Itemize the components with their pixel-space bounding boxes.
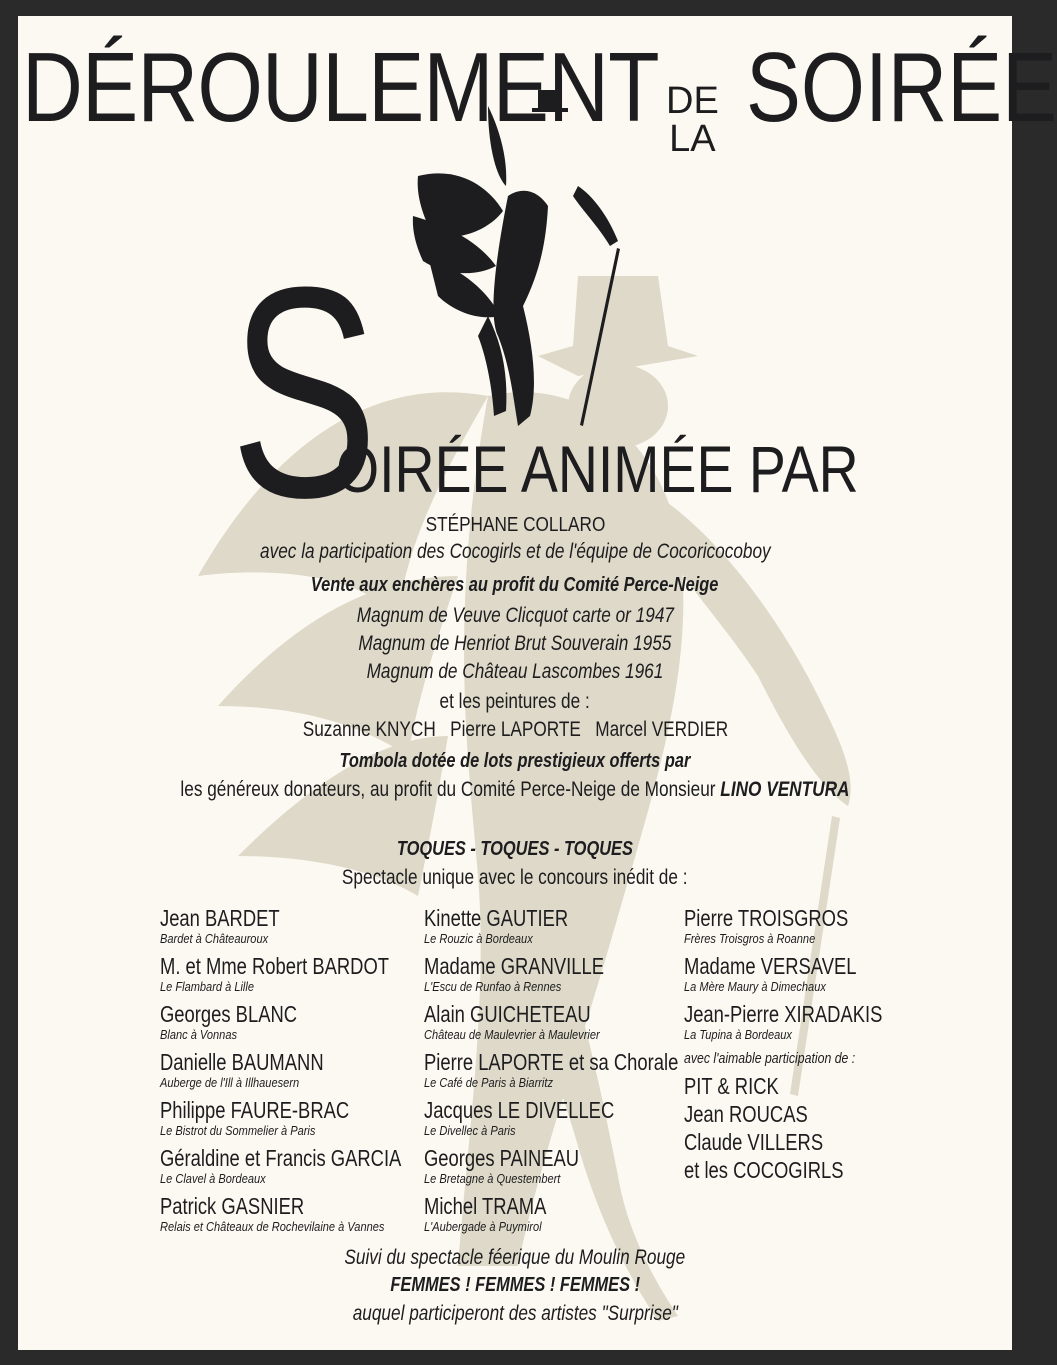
chef-restaurant: Le Rouzic à Bordeaux (424, 931, 533, 946)
chef-restaurant: Château de Maulevrier à Maulevrier (424, 1027, 600, 1042)
chef-entry (160, 1098, 462, 1138)
chef-name: Danielle BAUMANN (160, 1049, 324, 1075)
chef-name: Philippe FAURE-BRAC (160, 1097, 350, 1123)
chef-restaurant: L'Aubergade à Puymirol (424, 1219, 542, 1234)
chef-restaurant: La Mère Maury à Dimechaux (684, 979, 826, 994)
toques-title-line (18, 838, 1012, 861)
finale-line-1 (18, 1246, 1012, 1270)
lino-ventura: LINO VENTURA (720, 778, 850, 801)
chef-restaurant: La Tupina à Bordeaux (684, 1027, 792, 1042)
chef-entry (684, 1002, 932, 1042)
chef-name: Patrick GASNIER (160, 1193, 305, 1219)
painters-line (18, 718, 1012, 742)
chef-restaurant: Relais et Châteaux de Rochevilaine à Vannes (160, 1219, 385, 1234)
chef-name: Pierre TROISGROS (684, 905, 849, 931)
chef-name: Alain GUICHETEAU (424, 1001, 591, 1027)
title-deroulement: DÉROULEMENT (22, 32, 659, 142)
chef-name: Jacques LE DIVELLEC (424, 1097, 615, 1123)
paintings-intro: et les peintures de : (439, 690, 591, 713)
host-line (18, 514, 1012, 537)
chefs-column-1 (160, 906, 462, 1242)
finale-line-3 (18, 1302, 1012, 1326)
chef-entry (160, 1050, 462, 1090)
painters: Suzanne KNYCH Pierre LAPORTE Marcel VERDIER (302, 718, 728, 741)
chef-restaurant: Frères Troisgros à Roanne (684, 931, 816, 946)
poster-page (18, 16, 1057, 1350)
heading-text: OIRÉE ANIMÉE PAR (336, 432, 859, 506)
guest-artist: Jean ROUCAS (684, 1101, 808, 1127)
tombola-donors-text: les généreux donateurs, au profit du Comité Perce-Neige de Monsieur (180, 778, 716, 801)
title-soiree: SOIRÉE (746, 32, 1057, 142)
chef-restaurant: Le Flambard à Lille (160, 979, 254, 994)
chef-restaurant: Le Bistrot du Sommelier à Paris (160, 1123, 316, 1138)
title-la: LA (669, 118, 716, 160)
finale-surprise: auquel participeront des artistes "Surprise" (352, 1302, 678, 1325)
title-de-la (666, 82, 719, 158)
chef-restaurant: Le Divellec à Paris (424, 1123, 516, 1138)
title-de: DE (666, 80, 719, 122)
chef-entry (160, 906, 462, 946)
tombola-title: Tombola dotée de lots prestigieux offerts par (339, 750, 691, 772)
chef-restaurant: Le Bretagne à Questembert (424, 1171, 561, 1186)
participation-line (18, 540, 1012, 564)
chef-restaurant: Le Café de Paris à Biarritz (424, 1075, 553, 1090)
chef-restaurant: Le Clavel à Bordeaux (160, 1171, 266, 1186)
chef-name: Georges PAINEAU (424, 1145, 580, 1171)
guest-artist: Claude VILLERS (684, 1129, 824, 1155)
toques-subtitle-line (18, 866, 1012, 890)
chef-restaurant: Auberge de l'Ill à Illhauesern (160, 1075, 300, 1090)
auction-item-line (18, 604, 1012, 628)
chef-entry (424, 1194, 742, 1234)
auction-item: Magnum de Château Lascombes 1961 (366, 660, 664, 683)
chef-restaurant: L'Escu de Runfao à Rennes (424, 979, 562, 994)
finale-show-title: FEMMES ! FEMMES ! FEMMES ! (390, 1274, 640, 1296)
chef-entry (160, 1002, 462, 1042)
auction-title-line (18, 574, 1012, 597)
chef-entry (160, 1194, 462, 1234)
chef-name: Kinette GAUTIER (424, 905, 569, 931)
chef-entry (160, 1146, 462, 1186)
participation-text: avec la participation des Cocogirls et de l'équipe de Cocoricocoboy (259, 540, 771, 563)
chefs-column-3 (684, 906, 932, 1184)
auction-item: Magnum de Henriot Brut Souverain 1955 (358, 632, 672, 655)
chef-restaurant: Bardet à Châteauroux (160, 931, 269, 946)
chef-name: Madame GRANVILLE (424, 953, 604, 979)
finale-intro: Suivi du spectacle féerique du Moulin Rouge (344, 1246, 686, 1269)
chef-name: Jean BARDET (160, 905, 280, 931)
tombola-donors-line (18, 778, 1012, 802)
chef-name: Géraldine et Francis GARCIA (160, 1145, 402, 1171)
chef-entry (684, 954, 932, 994)
guest-artist: et les COCOGIRLS (684, 1157, 844, 1183)
toques-subtitle: Spectacle unique avec le concours inédit de : (342, 866, 688, 889)
tombola-title-line (18, 750, 1012, 773)
chef-name: M. et Mme Robert BARDOT (160, 953, 390, 979)
chef-entry (684, 906, 932, 946)
host-name: STÉPHANE COLLARO (425, 514, 605, 536)
finale-line-2 (18, 1274, 1012, 1297)
chef-name: Madame VERSAVEL (684, 953, 857, 979)
heading-initial: S (230, 224, 379, 560)
chef-entry (160, 954, 462, 994)
paintings-intro-line (18, 690, 1012, 714)
auction-item-line (18, 632, 1012, 656)
chef-name: Jean-Pierre XIRADAKIS (684, 1001, 883, 1027)
guest-artist: PIT & RICK (684, 1073, 779, 1099)
auction-title: Vente aux enchères au profit du Comité Perce-Neige (311, 574, 719, 596)
chef-restaurant: Blanc à Vonnas (160, 1027, 238, 1042)
chef-name: Pierre LAPORTE et sa Chorale (424, 1049, 679, 1075)
auction-item: Magnum de Veuve Clicquot carte or 1947 (356, 604, 674, 627)
auction-item-line (18, 660, 1012, 684)
participation-intro: avec l'aimable participation de : (684, 1050, 856, 1067)
toques-title: TOQUES - TOQUES - TOQUES (396, 838, 634, 860)
chef-name: Georges BLANC (160, 1001, 298, 1027)
chef-name: Michel TRAMA (424, 1193, 547, 1219)
